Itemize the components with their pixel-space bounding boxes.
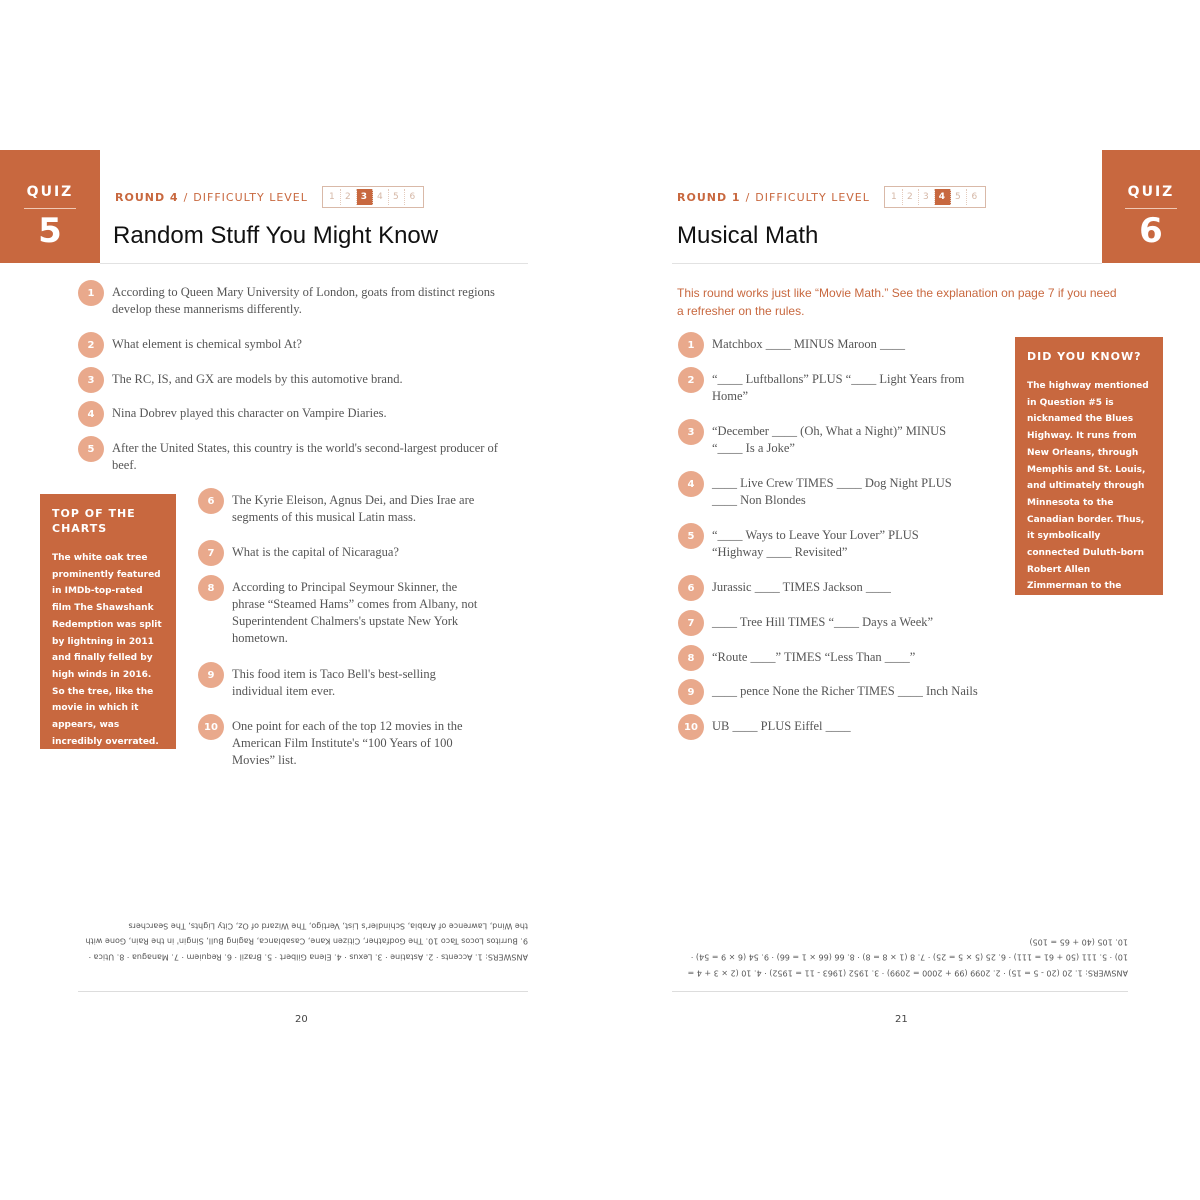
question-item	[678, 614, 998, 636]
question-number: 1	[678, 332, 704, 358]
question-text: “____ Luftballons” PLUS “____ Light Years from Home”	[712, 372, 965, 403]
question-text: This food item is Taco Bell's best-selling individual item ever.	[232, 667, 436, 698]
question-number: 2	[678, 367, 704, 393]
question-item	[678, 475, 968, 509]
page-title: Musical Math	[677, 222, 819, 249]
question-item	[678, 718, 998, 740]
question-item	[78, 405, 508, 427]
question-number: 9	[678, 679, 704, 705]
question-item	[198, 718, 488, 769]
question-text: The Kyrie Eleison, Agnus Dei, and Dies Irae are segments of this musical Latin mass.	[232, 493, 475, 524]
sidebar-top-of-the-charts	[40, 494, 176, 749]
question-text: After the United States, this country is the world's second-largest producer of beef.	[112, 441, 498, 472]
round-header-left	[115, 189, 424, 205]
question-text: ____ Tree Hill TIMES “____ Days a Week”	[712, 615, 934, 629]
round-header-right	[677, 189, 986, 205]
divider	[1125, 208, 1177, 209]
question-item	[678, 371, 968, 405]
difficulty-level: 2	[903, 189, 919, 205]
sidebar-title: TOP OF THE CHARTS	[52, 507, 136, 535]
quiz-number: 6	[1139, 211, 1163, 251]
difficulty-level: 5	[951, 189, 967, 205]
difficulty-level: 1	[887, 189, 903, 205]
difficulty-label: DIFFICULTY LEVEL	[755, 190, 870, 204]
footer-divider	[78, 991, 528, 992]
quiz-tab-right	[1102, 150, 1200, 263]
question-text: The RC, IS, and GX are models by this automotive brand.	[112, 372, 403, 386]
question-text: “Route ____” TIMES “Less Than ____”	[712, 650, 916, 664]
question-item	[78, 371, 508, 393]
question-text: According to Queen Mary University of London, goats from distinct regions develop these mannerisms differently.	[112, 285, 495, 316]
question-number: 8	[678, 645, 704, 671]
difficulty-level: 6	[971, 192, 979, 202]
divider	[24, 208, 76, 209]
question-number: 3	[678, 419, 704, 445]
question-item	[678, 579, 998, 601]
answers-upside-down: ANSWERS: 1. Accents · 2. Astatine · 3. Lexus · 4. Elena Gilbert · 5. Brazil · 6. Requiem · 7. Managua · 8. Utica · 9. Burritos Locos Taco 10. The Godfather, Citizen Kane, Casablanca, Raging Bull, Singin' in the Rain, Gone with the Wind, Lawrence of Arabia, Schindler's List, Vertigo, The Wizard of Oz, City Lights, The Searchers	[85, 921, 528, 962]
answers-upside-down: ANSWERS: 1. 20 (20 - 5 = 15) · 2. 2099 (99 + 2000 = 2099) · 3. 1952 (1963 - 11 = 1952) · 4. 10 (2 × 3 + 4 = 10) · 5. 111 (50 + 61 = 111) · 6. 25 (5 × 5 = 25) · 7. 8 (1 × 8 = 8) · 8. 66 (66 × 1 = 66) · 9. 54 (6 × 9 = 54) · 10. 105 (40 + 65 = 105)	[687, 937, 1128, 978]
question-text: UB ____ PLUS Eiffel ____	[712, 719, 851, 733]
difficulty-level: 1	[325, 189, 341, 205]
question-text: Matchbox ____ MINUS Maroon ____	[712, 337, 906, 351]
question-number: 1	[78, 280, 104, 306]
difficulty-level: 6	[409, 192, 417, 202]
sidebar-title: DID YOU KNOW?	[1027, 350, 1142, 363]
question-item	[678, 336, 978, 358]
question-number: 6	[198, 488, 224, 514]
question-item	[678, 423, 968, 457]
question-item	[78, 336, 508, 358]
question-number: 2	[78, 332, 104, 358]
difficulty-level-active: 4	[935, 189, 951, 205]
question-item	[198, 666, 478, 700]
page-title: Random Stuff You Might Know	[113, 222, 439, 249]
question-item	[198, 492, 488, 526]
difficulty-level-active: 3	[357, 189, 373, 205]
question-text: “December ____ (Oh, What a Night)” MINUS “____ Is a Joke”	[712, 424, 947, 455]
question-text: What is the capital of Nicaragua?	[232, 545, 399, 559]
question-number: 7	[678, 610, 704, 636]
difficulty-scale	[322, 186, 424, 208]
question-text: According to Principal Seymour Skinner, the phrase “Steamed Hams” comes from Albany, not Superintendent Chalmers's upstate New York hometown.	[232, 580, 478, 645]
question-text: ____ pence None the Richer TIMES ____ Inch Nails	[712, 684, 978, 698]
question-item	[78, 440, 498, 474]
footer-divider	[672, 991, 1128, 992]
difficulty-level: 2	[341, 189, 357, 205]
question-text: What element is chemical symbol At?	[112, 337, 302, 351]
question-item	[198, 579, 478, 647]
question-item	[678, 527, 968, 561]
quiz-label: QUIZ	[1127, 184, 1175, 200]
question-number: 10	[198, 714, 224, 740]
question-item	[198, 544, 488, 566]
question-number: 5	[78, 436, 104, 462]
quiz-number: 5	[38, 211, 62, 251]
question-number: 8	[198, 575, 224, 601]
difficulty-level: 4	[373, 189, 389, 205]
slash-separator: /	[745, 190, 751, 204]
question-number: 9	[198, 662, 224, 688]
page-number: 21	[895, 1014, 908, 1025]
question-item	[678, 683, 1018, 705]
question-number: 4	[78, 401, 104, 427]
title-divider	[672, 263, 1102, 264]
quiz-tab-left	[0, 150, 100, 263]
question-number: 5	[678, 523, 704, 549]
question-item	[78, 284, 508, 318]
round-intro: This round works just like “Movie Math.” See the explanation on page 7 if you need a refresher on the rules.	[677, 286, 1117, 318]
sidebar-text: The white oak tree prominently featured in IMDb-top-rated film The Shawshank Redemption was split by lightning in 2011 and finally felled by high winds in 2016. So the tree, like the movie in which it appears, was incredibly overrated.	[52, 553, 162, 747]
difficulty-level: 3	[919, 189, 935, 205]
title-divider	[100, 263, 528, 264]
difficulty-scale	[884, 186, 986, 208]
slash-separator: /	[183, 190, 189, 204]
sidebar-text: The highway mentioned in Question #5 is nicknamed the Blues Highway. It runs from New Orleans, through Memphis and St. Louis, and ultimately through Minnesota to the Canadian border. Thus, it symbolically connected Duluth-born Robert Allen Zimmerman to the music he created as Bob Dylan. Or something like that.	[1027, 381, 1149, 642]
question-number: 10	[678, 714, 704, 740]
round-label: ROUND 4	[115, 190, 179, 204]
question-item	[678, 649, 998, 671]
question-text: One point for each of the top 12 movies in the American Film Institute's “100 Years of 100 Movies” list.	[232, 719, 463, 767]
quiz-label: QUIZ	[26, 184, 74, 200]
question-number: 6	[678, 575, 704, 601]
difficulty-level: 5	[389, 189, 405, 205]
sidebar-did-you-know	[1015, 337, 1163, 642]
question-text: ____ Live Crew TIMES ____ Dog Night PLUS ____ Non Blondes	[712, 476, 952, 507]
question-number: 3	[78, 367, 104, 393]
question-text: “____ Ways to Leave Your Lover” PLUS “Highway ____ Revisited”	[712, 528, 919, 559]
question-number: 7	[198, 540, 224, 566]
difficulty-label: DIFFICULTY LEVEL	[193, 190, 308, 204]
question-text: Nina Dobrev played this character on Vampire Diaries.	[112, 406, 387, 420]
question-number: 4	[678, 471, 704, 497]
round-label: ROUND 1	[677, 190, 741, 204]
page-number: 20	[295, 1014, 308, 1025]
question-text: Jurassic ____ TIMES Jackson ____	[712, 580, 891, 594]
